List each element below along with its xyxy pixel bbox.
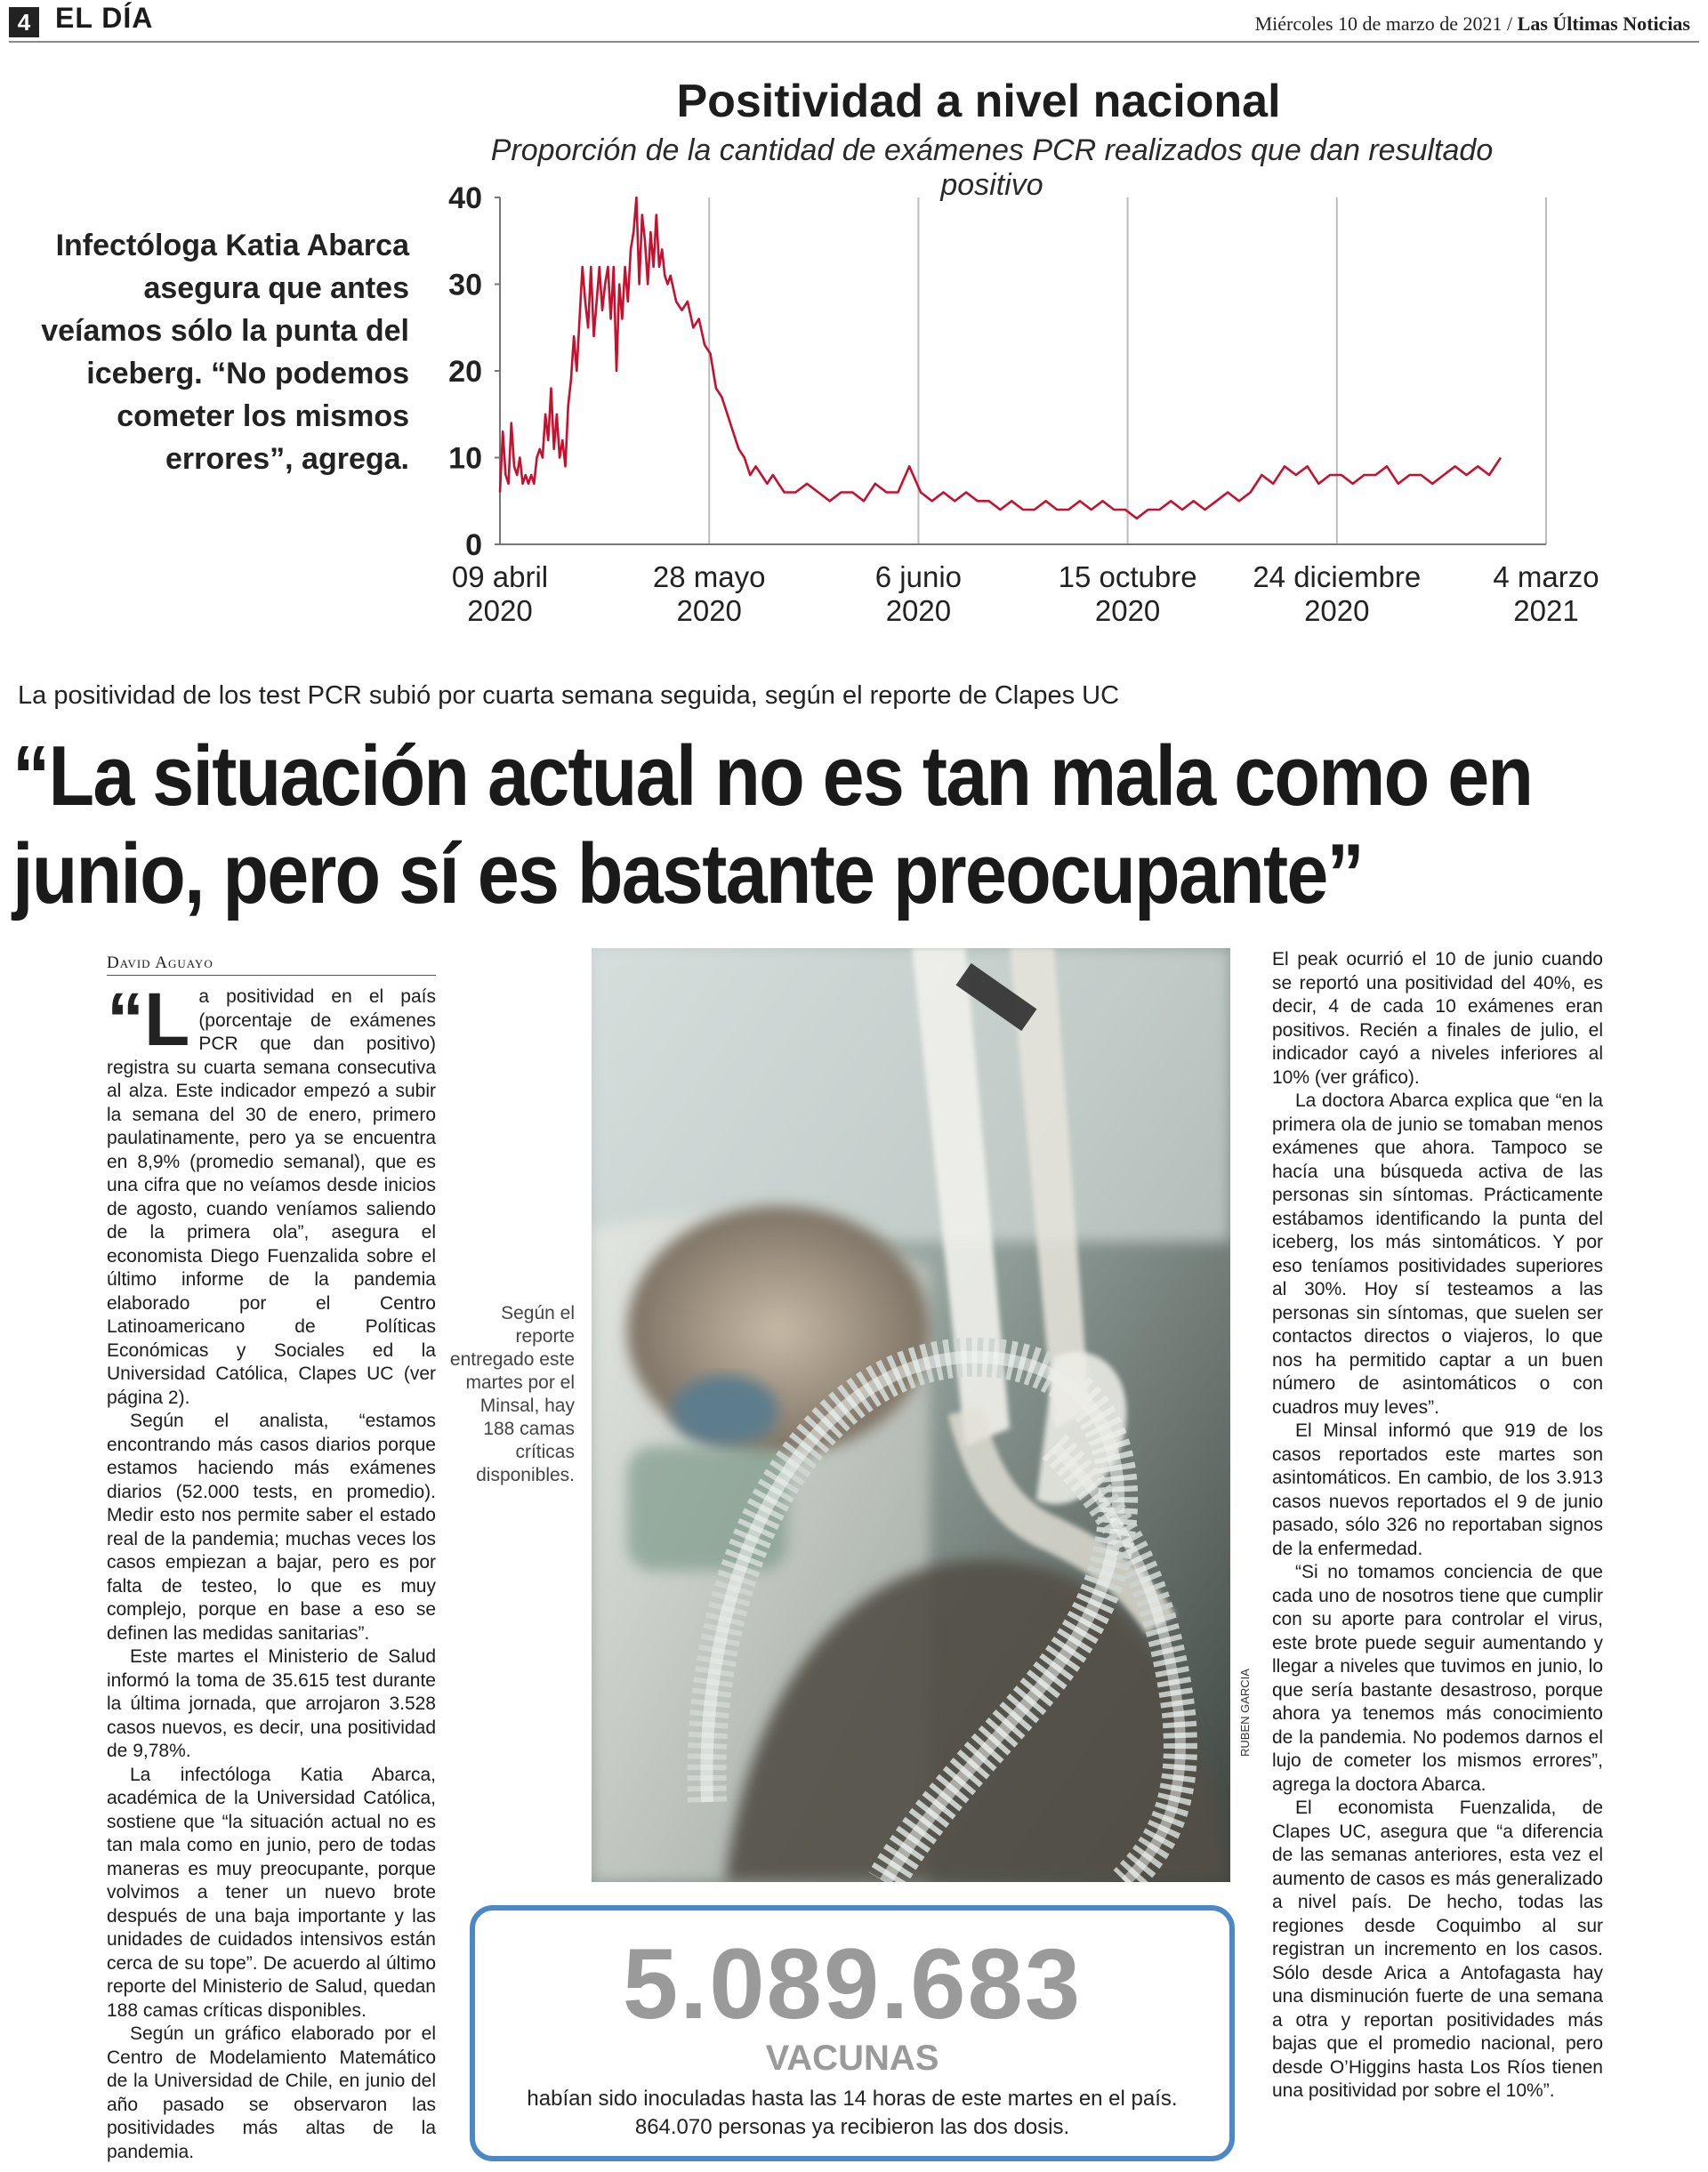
x-tick-label-year: 2020 xyxy=(467,594,533,627)
headline-line-2: junio, pero sí es bastante preocupante” xyxy=(12,826,1364,921)
x-tick-label-year: 2020 xyxy=(885,594,952,627)
x-tick-label-year: 2020 xyxy=(1094,594,1161,627)
chart-title: Positividad a nivel nacional xyxy=(676,76,1281,127)
x-tick-label: 28 mayo xyxy=(652,560,766,593)
x-tick-label-year: 2021 xyxy=(1513,594,1579,627)
x-tick-label-year: 2020 xyxy=(676,594,742,627)
article-headline xyxy=(12,728,1533,923)
y-tick-label: 40 xyxy=(448,181,482,215)
positivity-series-line xyxy=(500,197,1501,519)
article-column-left xyxy=(107,977,436,2164)
x-tick-label: 4 marzo xyxy=(1493,560,1599,593)
vaccine-counter-box xyxy=(470,1905,1235,2161)
article-paragraph: Según el analista, “estamos encontrando más casos diarios porque estamos haciendo más exámenes diarios (52.000 tests, en promedio). Medir esto nos permite saber el estado real de la pandemia; muchas veces los casos empiezan a bajar, pero es por falta de testeo, lo que es muy complejo, porque en base a eso se definen las medidas sanitarias”. xyxy=(107,1411,436,1644)
photo-caption: Según el reporte entregado este martes por el Minsal, hay 188 camas críticas disponibles. xyxy=(449,1303,575,1485)
photo-illustration xyxy=(592,948,1230,1882)
publication-name: Las Últimas Noticias xyxy=(1517,12,1690,35)
article-paragraph: El economista Fuenzalida, de Clapes UC, asegura que “a diferencia de las semanas anteriores, esta vez el aumento de casos es más generalizado a nivel país. De hecho, todas las regiones desde Coquimbo al sur registran un incremento en los casos. Sólo desde Arica a Antofagasta hay una disminución fuerte de una semana a otra y reportan positividades más bajas que el promedio nacional, pero desde O’Higgins hasta Los Ríos tienen una positividad por sobre el 10%”. xyxy=(1272,1798,1603,2101)
y-tick-label: 10 xyxy=(448,441,482,476)
issue-date: Miércoles 10 de marzo de 2021 xyxy=(1254,12,1503,35)
x-tick-label: 15 octubre xyxy=(1058,560,1197,593)
side-quote: Infectóloga Katia Abarca asegura que antes veíamos sólo la punta del iceberg. “No podemos cometer los mismos errores”, agrega. xyxy=(41,229,409,476)
article-paragraph: El Minsal informó que 919 de los casos reportados este martes son asintomáticos. En cambio, de los 3.913 casos nuevos reportados el 9 de junio pasado, sólo 326 no reportaban signos de la enfermedad. xyxy=(1272,1420,1603,1559)
hospital-ventilator-photo xyxy=(592,948,1230,1882)
vaccine-label: VACUNAS xyxy=(765,2039,939,2078)
header-separator: / xyxy=(1507,12,1513,35)
article-kicker: La positividad de los test PCR subió por cuarta semana seguida, según el reporte de Clapes UC xyxy=(18,681,1120,710)
vaccine-count: 5.089.683 xyxy=(622,1928,1083,2039)
vaccine-second-dose: 864.070 personas ya recibieron las dos dosis. xyxy=(634,2115,1070,2139)
article-paragraph: Según un gráfico elaborado por el Centro de Modelamiento Matemático de la Universidad de Chile, en junio del año pasado se observaron las positividades más altas de la pandemia. xyxy=(107,2023,436,2162)
y-tick-label: 20 xyxy=(448,355,482,389)
vaccine-description: habían sido inoculadas hasta las 14 horas de este martes en el país. xyxy=(527,2087,1178,2111)
x-tick-label-year: 2020 xyxy=(1304,594,1370,627)
byline: David Aguayo xyxy=(107,953,214,972)
article-paragraph: “Si no tomamos conciencia de que cada uno de nosotros tiene que cumplir con su aporte para controlar el virus, este brote puede seguir aumentando y llegar a niveles que tuvimos en junio, lo que sería bastante desastroso, porque ahora ya tenemos más conocimiento de la pandemia. No podemos darnos el lujo de cometer los mismos errores”, agrega la doctora Abarca. xyxy=(1272,1562,1603,1795)
section-title: EL DÍA xyxy=(55,2,154,34)
article-paragraph: Este martes el Ministerio de Salud informó la toma de 35.615 test durante la última jornada, que arrojaron 3.528 casos nuevos, es decir, una positividad de 9,78%. xyxy=(107,1646,436,1761)
article-paragraph: La infectóloga Katia Abarca, académica de la Universidad Católica, sostiene que “la situación actual no es tan mala como en junio, pero de todas maneras es muy preocupante, porque volvimos a tener un nuevo brote después de una baja importante y las unidades de cuidados intensivos están cerca de su tope”. De acuerdo al último reporte del Ministerio de Salud, quedan 188 camas críticas disponibles. xyxy=(107,1764,436,2021)
y-tick-label: 0 xyxy=(465,528,482,562)
drop-cap: “L xyxy=(107,977,190,1061)
x-tick-label: 09 abril xyxy=(451,560,549,593)
photo-credit: RUBEN GARCIA xyxy=(1238,1669,1252,1757)
chart-subtitle: Proporción de la cantidad de exámenes PCR realizados que dan resultado positivo xyxy=(490,133,1494,202)
x-tick-label: 6 junio xyxy=(874,560,963,593)
article-paragraph: El peak ocurrió el 10 de junio cuando se reportó una positividad del 40%, es decir, 4 de cada 10 exámenes eran positivos. Recién a finales de julio, el indicador cayó a niveles inferiores al 10% (ver gráfico). xyxy=(1272,949,1603,1088)
page-number: 4 xyxy=(9,7,39,37)
article-column-right xyxy=(1272,948,1603,2104)
article-paragraph: “La positividad en el país (porcentaje de exámenes PCR que dan positivo) registra su cuarta semana consecutiva al alza. Este indicador empezó a subir la semana del 30 de enero, primero paulatinamente, pero ya se encuentra en 8,9% (promedio semanal), que es una cifra que no veíamos desde inicios de agosto, cuando veníamos saliendo de la primera ola”, asegura el economista Diego Fuenzalida sobre el último informe de la pandemia elaborado por el Centro Latinoamericano de Políticas Económicas y Sociales ed la Universidad Católica, Clapes UC (ver página 2). xyxy=(107,977,436,1408)
y-tick-label: 30 xyxy=(448,268,482,302)
byline-rule xyxy=(107,975,436,976)
x-tick-label: 24 diciembre xyxy=(1253,560,1422,593)
headline-line-1: “La situación actual no es tan mala como en xyxy=(12,728,1533,824)
article-paragraph: La doctora Abarca explica que “en la primera ola de junio se tomaban menos exámenes que ahora. Tampoco se hacía una búsqueda activa de las personas sin síntomas. Prácticamente estábamos identificando la punta del iceberg, los más sintomáticos. Y por eso teníamos positividades superiores al 30%. Hoy sí testeamos a las personas sin síntomas, que suelen ser contactos directos o viajeros, lo que nos ha permitido captar a un buen número de asintomáticos o con cuadros muy leves”. xyxy=(1272,1090,1603,1418)
